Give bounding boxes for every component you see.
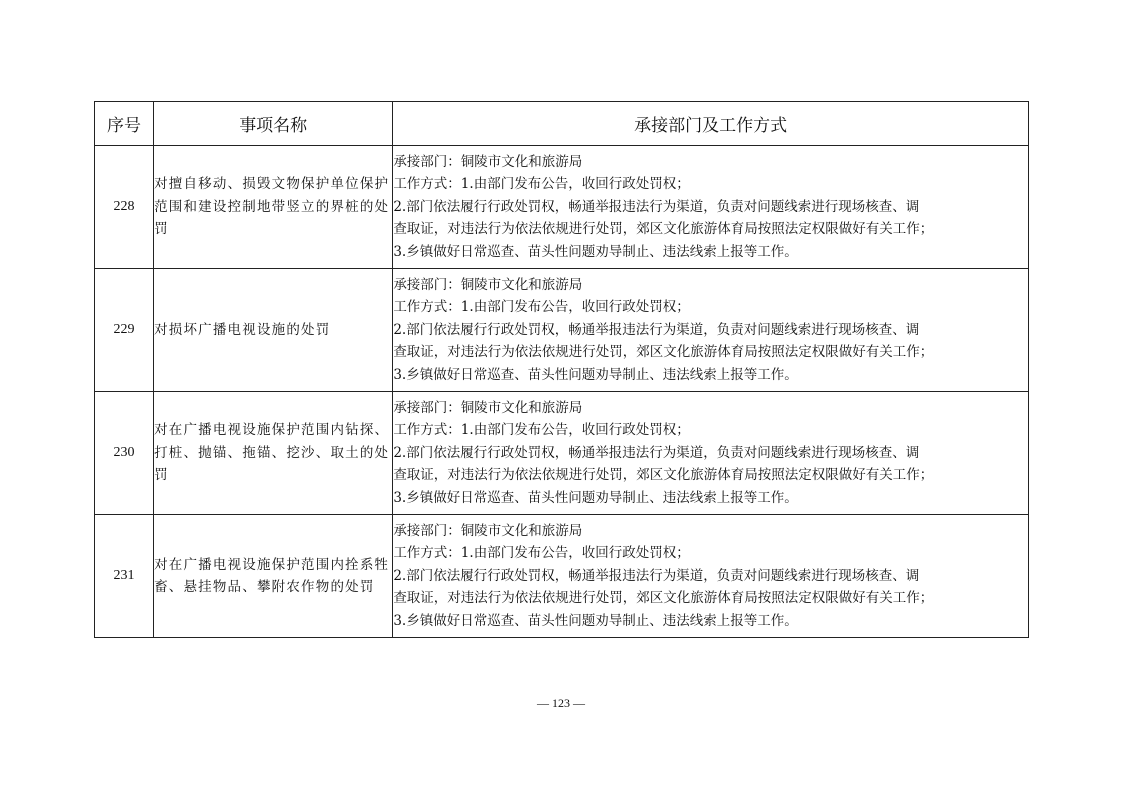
- table-row: [95, 146, 1029, 269]
- row-number: 229: [95, 269, 154, 392]
- method-line: 2.部门依法履行行政处罚权，畅通举报违法行为渠道，负责对问题线索进行现场核查、调: [393, 444, 920, 461]
- table-row: [95, 392, 1029, 515]
- method-line: 3.乡镇做好日常巡查、苗头性问题劝导制止、违法线索上报等工作。: [393, 612, 798, 629]
- method-line: 2.部门依法履行行政处罚权，畅通举报违法行为渠道，负责对问题线索进行现场核查、调: [393, 198, 920, 215]
- department-method: [393, 515, 1029, 638]
- department-line: 承接部门：铜陵市文化和旅游局: [393, 399, 583, 416]
- row-number: 231: [95, 515, 154, 638]
- row-number: 230: [95, 392, 154, 515]
- method-line: 查取证，对违法行为依法依规进行处罚，郊区文化旅游体育局按照法定权限做好有关工作；: [393, 590, 934, 607]
- department-line: 承接部门：铜陵市文化和旅游局: [393, 276, 583, 293]
- department-line: 承接部门：铜陵市文化和旅游局: [393, 522, 583, 539]
- department-method: [393, 146, 1029, 269]
- page-number: — 123 —: [537, 696, 585, 710]
- method-line: 2.部门依法履行行政处罚权，畅通举报违法行为渠道，负责对问题线索进行现场核查、调: [393, 567, 920, 584]
- items-table: [94, 101, 1029, 638]
- header-department-method: 承接部门及工作方式: [393, 102, 1029, 146]
- method-line: 2.部门依法履行行政处罚权，畅通举报违法行为渠道，负责对问题线索进行现场核查、调: [393, 321, 920, 338]
- method-line: 工作方式：1.由部门发布公告，收回行政处罚权；: [393, 545, 690, 562]
- method-line: 工作方式：1.由部门发布公告，收回行政处罚权；: [393, 176, 690, 193]
- method-line: 工作方式：1.由部门发布公告，收回行政处罚权；: [393, 422, 690, 439]
- header-item-name: 事项名称: [154, 102, 393, 146]
- item-name: 对在广播电视设施保护范围内钻探、打桩、抛锚、拖锚、挖沙、取土的处罚: [154, 392, 393, 515]
- method-line: 工作方式：1.由部门发布公告，收回行政处罚权；: [393, 299, 690, 316]
- department-method: [393, 269, 1029, 392]
- department-line: 承接部门：铜陵市文化和旅游局: [393, 153, 583, 170]
- method-line: 3.乡镇做好日常巡查、苗头性问题劝导制止、违法线索上报等工作。: [393, 366, 798, 383]
- method-line: 查取证，对违法行为依法依规进行处罚，郊区文化旅游体育局按照法定权限做好有关工作；: [393, 221, 934, 238]
- method-line: 查取证，对违法行为依法依规进行处罚，郊区文化旅游体育局按照法定权限做好有关工作；: [393, 344, 934, 361]
- method-line: 3.乡镇做好日常巡查、苗头性问题劝导制止、违法线索上报等工作。: [393, 489, 798, 506]
- table-row: [95, 269, 1029, 392]
- table-row: [95, 515, 1029, 638]
- method-line: 查取证，对违法行为依法依规进行处罚，郊区文化旅游体育局按照法定权限做好有关工作；: [393, 467, 934, 484]
- department-method: [393, 392, 1029, 515]
- header-number: 序号: [95, 102, 154, 146]
- item-name: 对在广播电视设施保护范围内拴系牲畜、悬挂物品、攀附农作物的处罚: [154, 515, 393, 638]
- item-name: 对损坏广播电视设施的处罚: [154, 269, 393, 392]
- item-name: 对擅自移动、损毁文物保护单位保护范围和建设控制地带竖立的界桩的处罚: [154, 146, 393, 269]
- method-line: 3.乡镇做好日常巡查、苗头性问题劝导制止、违法线索上报等工作。: [393, 243, 798, 260]
- row-number: 228: [95, 146, 154, 269]
- header-row: [95, 102, 1029, 146]
